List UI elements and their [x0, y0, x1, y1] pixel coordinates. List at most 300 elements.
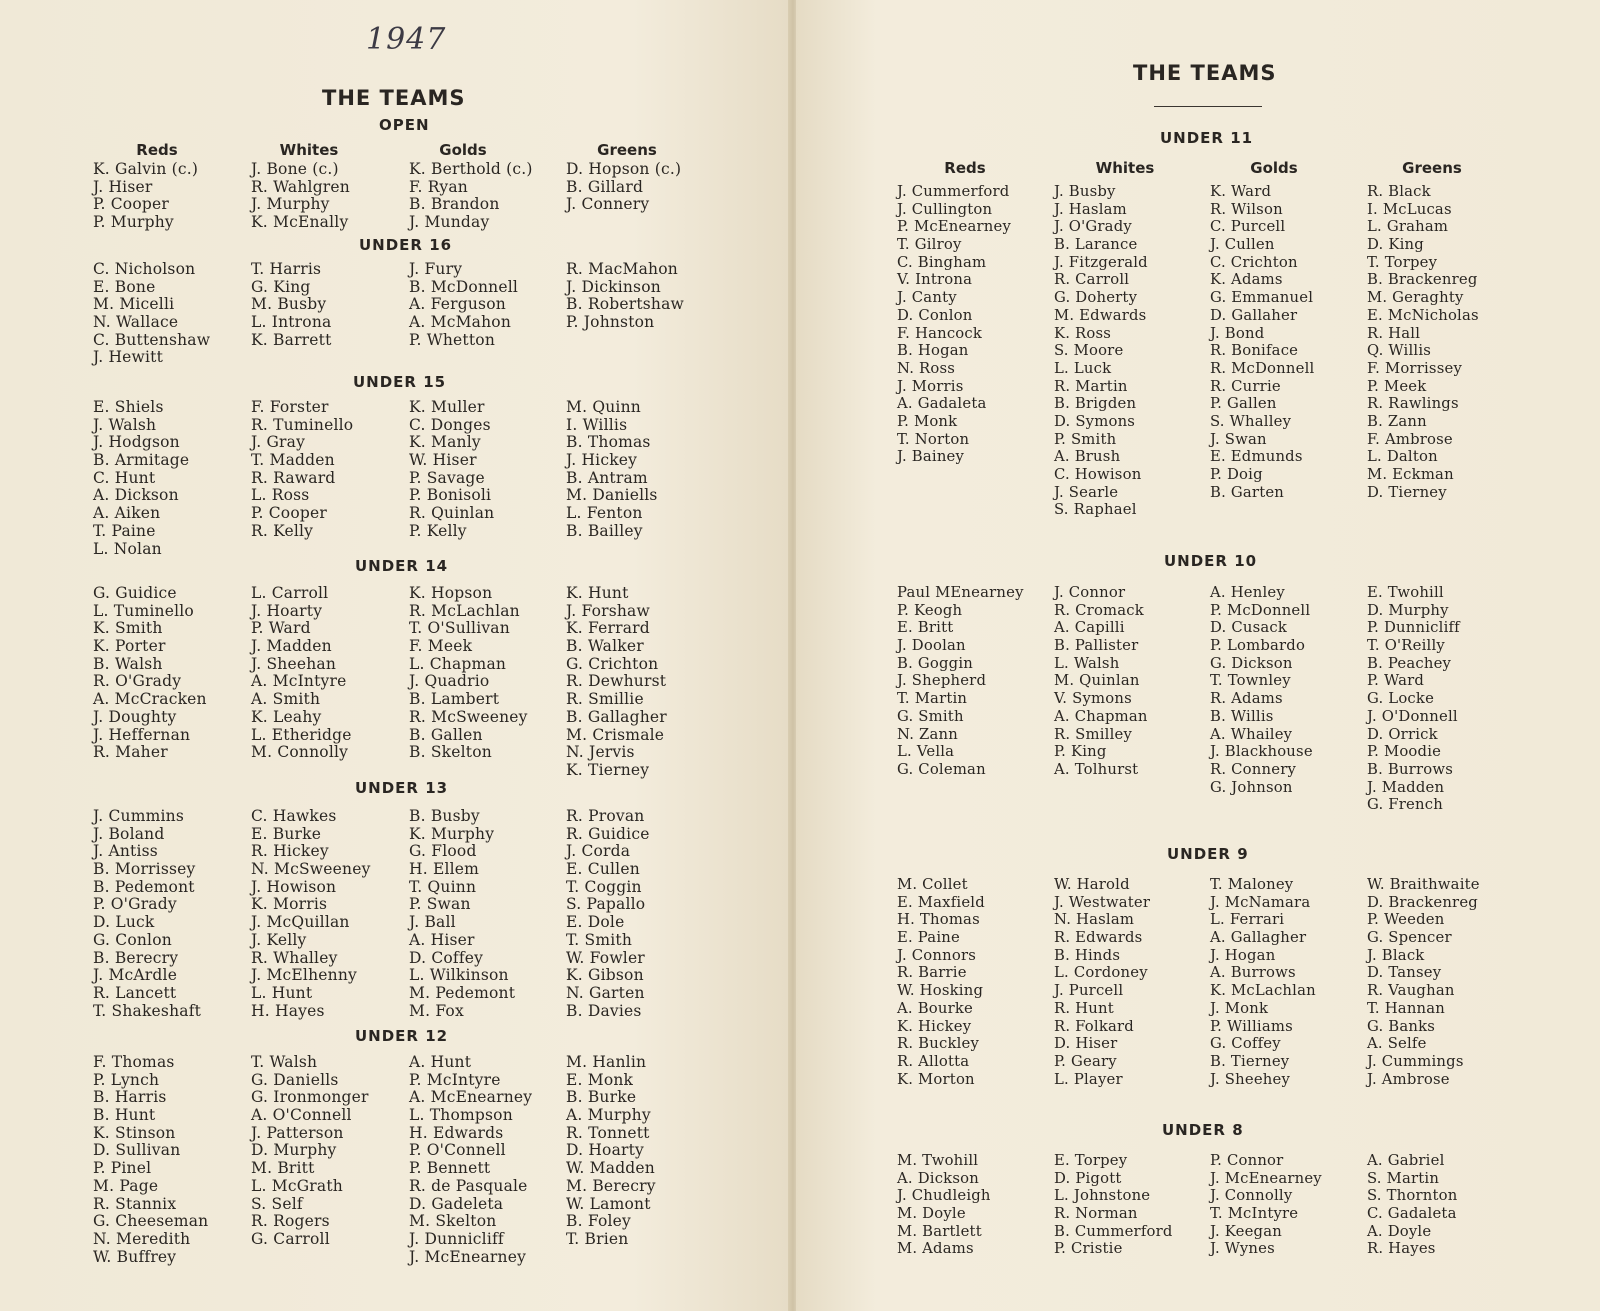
player-name: B. Gallen [409, 725, 483, 744]
player-name: K. Smith [93, 619, 163, 638]
column-header: Reds [944, 159, 986, 177]
team-roster [1367, 876, 1480, 1088]
player-name: J. Doughty [93, 707, 177, 726]
player-name: G. Johnson [1210, 778, 1293, 796]
team-roster [897, 183, 1011, 466]
player-name: G. French [1367, 796, 1443, 814]
player-name: A. McEnearney [409, 1088, 533, 1107]
player-name: A. Hiser [409, 930, 475, 949]
player-name: E. Paine [897, 929, 960, 947]
player-name: J. Madden [1367, 778, 1445, 796]
player-name: J. Cullington [897, 200, 993, 218]
team-roster [93, 1054, 208, 1266]
player-name: P. Cristie [1054, 1240, 1123, 1258]
player-name: E. Shiels [93, 398, 164, 416]
player-name: J. Connery [566, 195, 650, 214]
player-name: R. Maher [93, 743, 168, 762]
player-name: J. Ambrose [1367, 1070, 1450, 1088]
player-name: L. Fenton [566, 504, 643, 523]
player-name: J. Forshaw [566, 601, 650, 620]
player-name: H. Ellem [409, 860, 480, 879]
player-name: P. Monk [897, 412, 958, 430]
player-name: L. Luck [1054, 359, 1112, 377]
player-name: P. Lynch [93, 1070, 160, 1089]
player-name: E. McNicholas [1367, 306, 1479, 324]
player-name: P. Pinel [93, 1159, 152, 1178]
column-header: Greens [1402, 159, 1462, 177]
player-name: J. Chudleigh [897, 1187, 991, 1205]
player-name: A. Selfe [1367, 1035, 1427, 1053]
player-name: M. Pedemont [409, 983, 516, 1002]
player-name: A. Burrows [1210, 964, 1296, 982]
player-name: B. Pedemont [93, 877, 195, 896]
player-name: J. Walsh [93, 415, 157, 434]
player-name: E. Twohill [1367, 584, 1444, 601]
player-name: A. O'Connell [251, 1106, 352, 1125]
player-name: J. Murphy [251, 195, 330, 214]
player-name: J. Haslam [1054, 200, 1127, 218]
player-name: J. Fitzgerald [1054, 253, 1148, 271]
player-name: M. Connolly [251, 743, 349, 762]
team-roster [1054, 183, 1148, 519]
player-name: P. Williams [1210, 1017, 1293, 1035]
player-name: R. Buckley [897, 1035, 980, 1053]
team-roster [409, 585, 528, 762]
player-name: L. Cordoney [1054, 964, 1148, 982]
player-name: B. Garten [1210, 483, 1285, 501]
player-name: Q. Willis [1367, 342, 1432, 360]
team-roster [251, 161, 350, 232]
player-name: J. McEnearney [1210, 1169, 1322, 1187]
player-name: L. Tuminello [93, 601, 194, 620]
player-name: K. Tierney [566, 760, 650, 779]
player-name: L. Thompson [409, 1106, 513, 1125]
player-name: C. Hawkes [251, 807, 337, 825]
player-name: P. King [1054, 743, 1107, 761]
player-name: F. Thomas [93, 1053, 175, 1071]
player-name: L. Graham [1367, 218, 1449, 236]
player-name: J. Black [1367, 946, 1425, 964]
player-name: L. Vella [897, 743, 955, 761]
player-name: R. Quinlan [409, 504, 495, 523]
player-name: M. Berecry [566, 1176, 656, 1195]
player-name: M. Micelli [93, 295, 175, 314]
player-name: C. Buttenshaw [93, 330, 211, 349]
player-name: R. Rogers [251, 1212, 330, 1231]
player-name: K. McEnally [251, 213, 349, 232]
player-name: B. Berecry [93, 948, 179, 967]
player-name: C. Crichton [1210, 253, 1298, 271]
player-name: J. Connor [1054, 584, 1126, 601]
player-name: P. Bennett [409, 1159, 491, 1178]
player-name: M. Busby [251, 295, 327, 314]
right-page-title: THE TEAMS [1133, 61, 1277, 85]
player-name: B. Bailley [566, 521, 643, 540]
player-name: J. Busby [1054, 183, 1116, 200]
player-name: W. Hiser [409, 451, 477, 470]
player-name: K. Leahy [251, 707, 322, 726]
team-roster [93, 261, 210, 367]
player-name: M. Edwards [1054, 306, 1147, 324]
player-name: J. Dunnicliff [409, 1229, 504, 1248]
player-name: V. Introna [897, 271, 973, 289]
player-name: B. Busby [409, 807, 480, 825]
player-name: E. Bone [93, 277, 156, 296]
player-name: C. Nicholson [93, 260, 196, 278]
section-title: UNDER 16 [359, 236, 453, 254]
team-roster [1367, 1152, 1458, 1258]
team-roster [251, 808, 371, 1020]
player-name: R. Hall [1367, 324, 1421, 342]
player-name: N. Haslam [1054, 911, 1135, 929]
player-name: T. Torpey [1367, 253, 1438, 271]
player-name: M. Skelton [409, 1212, 497, 1231]
player-name: D. Hoarty [566, 1141, 645, 1160]
team-roster [1210, 183, 1314, 501]
player-name: M. Quinlan [1054, 672, 1140, 690]
player-name: M. Twohill [897, 1152, 979, 1169]
player-name: B. Robertshaw [566, 295, 685, 314]
player-name: J. Hiser [93, 177, 153, 196]
player-name: D. Luck [93, 913, 155, 932]
player-name: R. MacMahon [566, 260, 678, 278]
player-name: T. Shakeshaft [93, 1001, 202, 1020]
player-name: A. Henley [1210, 584, 1285, 601]
column-header: Golds [1250, 159, 1298, 177]
team-roster [1367, 183, 1479, 501]
player-name: T. O'Sullivan [409, 619, 510, 638]
player-name: S. Raphael [1054, 501, 1137, 519]
player-name: A. Smith [251, 690, 321, 709]
player-name: N. Wallace [93, 313, 179, 332]
player-name: J. McQuillan [251, 913, 350, 932]
player-name: G. King [251, 277, 311, 296]
player-name: G. Carroll [251, 1229, 330, 1248]
player-name: C. Howison [1054, 466, 1142, 483]
player-name: T. Coggin [566, 877, 642, 896]
player-name: F. Ambrose [1367, 430, 1453, 448]
player-name: R. Tonnett [566, 1123, 650, 1142]
player-name: P. Ward [1367, 672, 1425, 690]
player-name: F. Forster [251, 398, 329, 416]
player-name: R. O'Grady [93, 672, 182, 691]
player-name: I. McLucas [1367, 200, 1452, 218]
player-name: B. Foley [566, 1212, 631, 1231]
player-name: B. McDonnell [409, 277, 519, 296]
player-name: J. Morris [897, 377, 964, 395]
player-name: E. Britt [897, 619, 954, 637]
player-name: K. Galvin (c.) [93, 160, 199, 178]
player-name: S. Martin [1367, 1169, 1440, 1187]
player-name: M. Crismale [566, 725, 665, 744]
player-name: E. Monk [566, 1070, 634, 1089]
player-name: R. Wilson [1210, 200, 1283, 218]
player-name: W. Harold [1054, 876, 1130, 893]
player-name: C. Bingham [897, 253, 987, 271]
player-name: R. Provan [566, 807, 645, 825]
player-name: J. Blackhouse [1210, 743, 1313, 761]
handwritten-year: 1947 [366, 22, 447, 57]
team-roster [1210, 1152, 1322, 1258]
team-roster [93, 399, 189, 558]
player-name: K. Murphy [409, 824, 495, 843]
team-roster [409, 399, 494, 541]
player-name: B. Walsh [93, 654, 163, 673]
player-name: P. McIntyre [409, 1070, 501, 1089]
player-name: K. Ross [1054, 324, 1112, 342]
player-name: K. Muller [409, 398, 485, 416]
team-roster [409, 1054, 532, 1266]
player-name: S. Moore [1054, 342, 1124, 360]
player-name: K. Berthold (c.) [409, 160, 533, 178]
team-roster [251, 1054, 369, 1249]
player-name: L. Ferrari [1210, 911, 1285, 929]
player-name: K. Morris [251, 895, 328, 914]
player-name: G. Cheeseman [93, 1212, 209, 1231]
player-name: D. King [1367, 236, 1424, 254]
player-name: T. McIntyre [1210, 1205, 1299, 1223]
player-name: R. Guidice [566, 824, 650, 843]
player-name: N. Meredith [93, 1229, 191, 1248]
player-name: B. Peachey [1367, 654, 1452, 672]
player-name: B. Gillard [566, 177, 644, 196]
player-name: K. Stinson [93, 1123, 176, 1142]
player-name: J. Monk [1210, 999, 1269, 1017]
player-name: N. Zann [897, 725, 958, 743]
player-name: B. Skelton [409, 743, 492, 762]
player-name: L. Johnstone [1054, 1187, 1151, 1205]
player-name: K. Morton [897, 1070, 975, 1088]
player-name: K. Hunt [566, 584, 629, 602]
player-name: B. Morrissey [93, 860, 196, 879]
player-name: R. Whalley [251, 948, 338, 967]
player-name: K. Ward [1210, 183, 1272, 200]
team-roster [409, 261, 518, 349]
player-name: S. Thornton [1367, 1187, 1458, 1205]
player-name: P. Savage [409, 468, 485, 487]
player-name: G. Daniells [251, 1070, 339, 1089]
team-roster [93, 585, 207, 762]
player-name: V. Symons [1054, 690, 1132, 708]
player-name: D. Tansey [1367, 964, 1442, 982]
section-title: UNDER 12 [355, 1027, 449, 1045]
player-name: J. Gray [251, 433, 306, 452]
player-name: R. McDonnell [1210, 359, 1315, 377]
player-name: R. Rawlings [1367, 395, 1459, 413]
player-name: T. Martin [897, 690, 968, 708]
player-name: P. Kelly [409, 521, 467, 540]
player-name: B. Harris [93, 1088, 167, 1107]
player-name: E. Dole [566, 913, 625, 932]
player-name: J. McEnearney [409, 1247, 527, 1266]
player-name: B. Goggin [897, 654, 974, 672]
player-name: Paul MEnearney [897, 584, 1024, 601]
player-name: P. Gallen [1210, 395, 1277, 413]
player-name: M. Page [93, 1176, 159, 1195]
player-name: J. Connors [897, 946, 977, 964]
player-name: G. Conlon [93, 930, 172, 949]
player-name: M. Bartlett [897, 1222, 982, 1240]
player-name: B. Tierney [1210, 1052, 1290, 1070]
section-title: OPEN [379, 116, 430, 134]
player-name: P. Moodie [1367, 743, 1442, 761]
player-name: F. Morrissey [1367, 359, 1463, 377]
player-name: B. Davies [566, 1001, 642, 1020]
player-name: K. Hopson [409, 584, 493, 602]
player-name: A. Doyle [1367, 1222, 1432, 1240]
player-name: A. Ferguson [409, 295, 506, 314]
player-name: R. Smillie [566, 690, 644, 709]
player-name: K. Adams [1210, 271, 1283, 289]
player-name: R. Adams [1210, 690, 1283, 708]
player-name: L. Etheridge [251, 725, 352, 744]
team-roster [1367, 584, 1460, 814]
player-name: D. Pigott [1054, 1169, 1122, 1187]
team-roster [93, 808, 201, 1020]
player-name: P. McDonnell [1210, 601, 1311, 619]
team-roster [897, 584, 1024, 779]
player-name: W. Fowler [566, 948, 645, 967]
player-name: P. McEnearney [897, 218, 1012, 236]
team-roster [1210, 584, 1313, 796]
player-name: B. Lambert [409, 690, 500, 709]
player-name: N. McSweeney [251, 860, 371, 879]
player-name: J. Bond [1210, 324, 1265, 342]
player-name: R. Wahlgren [251, 177, 350, 196]
team-roster [93, 161, 198, 232]
section-title: UNDER 9 [1167, 845, 1249, 863]
player-name: M. Collet [897, 876, 968, 893]
team-roster [566, 161, 681, 214]
player-name: K. Hickey [897, 1017, 972, 1035]
player-name: L. Ross [251, 486, 310, 505]
player-name: R. Hayes [1367, 1240, 1436, 1258]
player-name: M. Doyle [897, 1205, 966, 1223]
player-name: T. Gilroy [897, 236, 962, 254]
player-name: P. Weeden [1367, 911, 1445, 929]
player-name: B. Armitage [93, 451, 190, 470]
right-page [796, 0, 1600, 1311]
player-name: L. Nolan [93, 539, 162, 558]
player-name: J. McNamara [1210, 893, 1311, 911]
player-name: T. Townley [1210, 672, 1291, 690]
player-name: J. Munday [409, 213, 490, 232]
player-name: A. Dickson [93, 486, 179, 505]
player-name: R. Boniface [1210, 342, 1299, 360]
player-name: A. Chapman [1054, 707, 1148, 725]
player-name: R. Cromack [1054, 601, 1144, 619]
player-name: P. Smith [1054, 430, 1117, 448]
player-name: D. Tierney [1367, 483, 1447, 501]
player-name: C. Donges [409, 415, 491, 434]
player-name: B. Larance [1054, 236, 1138, 254]
player-name: J. O'Donnell [1367, 707, 1458, 725]
player-name: J. Hoarty [251, 601, 323, 620]
player-name: A. Bourke [897, 999, 974, 1017]
player-name: I. Willis [566, 415, 628, 434]
player-name: C. Purcell [1210, 218, 1286, 236]
team-roster [897, 1152, 991, 1258]
player-name: E. Maxfield [897, 893, 985, 911]
player-name: J. Fury [409, 260, 463, 278]
player-name: W. Buffrey [93, 1247, 177, 1266]
player-name: T. Quinn [409, 877, 477, 896]
player-name: L. Dalton [1367, 448, 1438, 466]
player-name: P. Connor [1210, 1152, 1284, 1169]
player-name: A. Whailey [1210, 725, 1293, 743]
player-name: D. Gallaher [1210, 306, 1298, 324]
player-name: K. Barrett [251, 330, 332, 349]
team-roster [251, 261, 332, 349]
player-name: D. Symons [1054, 412, 1136, 430]
player-name: J. Searle [1054, 483, 1119, 501]
player-name: B. Walker [566, 637, 644, 656]
player-name: B. Antram [566, 468, 648, 487]
player-name: R. de Pasquale [409, 1176, 528, 1195]
column-header: Reds [136, 141, 178, 159]
player-name: R. Raward [251, 468, 336, 487]
player-name: P. Johnston [566, 313, 655, 332]
player-name: T. Hannan [1367, 999, 1446, 1017]
player-name: G. Guidice [93, 584, 177, 602]
player-name: D. Hiser [1054, 1035, 1118, 1053]
section-title: UNDER 11 [1160, 129, 1254, 147]
player-name: E. Cullen [566, 860, 640, 879]
player-name: L. Introna [251, 313, 332, 332]
player-name: J. McArdle [93, 966, 178, 985]
player-name: G. Emmanuel [1210, 289, 1314, 307]
player-name: B. Brackenreg [1367, 271, 1478, 289]
player-name: W. Braithwaite [1367, 876, 1480, 893]
player-name: R. Allotta [897, 1052, 970, 1070]
player-name: K. Porter [93, 637, 166, 656]
team-roster [1210, 876, 1316, 1088]
player-name: S. Papallo [566, 895, 646, 914]
section-title: UNDER 10 [1164, 552, 1258, 570]
player-name: J. Westwater [1054, 893, 1151, 911]
team-roster [566, 1054, 656, 1249]
column-header: Greens [597, 141, 657, 159]
player-name: J. Dickinson [566, 277, 661, 296]
player-name: R. Lancett [93, 983, 177, 1002]
player-name: J. Ball [409, 913, 456, 932]
player-name: L. Wilkinson [409, 966, 509, 985]
player-name: R. Norman [1054, 1205, 1138, 1223]
player-name: R. Currie [1210, 377, 1281, 395]
player-name: G. Ironmonger [251, 1088, 369, 1107]
player-name: G. Spencer [1367, 929, 1452, 947]
player-name: R. Vaughan [1367, 982, 1455, 1000]
team-roster [409, 808, 515, 1020]
player-name: R. Martin [1054, 377, 1128, 395]
player-name: J. O'Grady [1054, 218, 1132, 236]
player-name: A. Gadaleta [897, 395, 987, 413]
player-name: P. O'Grady [93, 895, 177, 914]
player-name: T. Paine [93, 521, 156, 540]
player-name: R. Barrie [897, 964, 967, 982]
player-name: N. Ross [897, 359, 956, 377]
player-name: G. Flood [409, 842, 477, 861]
player-name: J. Connolly [1210, 1187, 1293, 1205]
left-page [0, 0, 790, 1311]
player-name: C. Hunt [93, 468, 156, 487]
player-name: P. Ward [251, 619, 311, 638]
player-name: P. Keogh [897, 601, 963, 619]
player-name: P. Lombardo [1210, 637, 1306, 655]
column-header: Golds [439, 141, 487, 159]
player-name: P. Cooper [93, 195, 169, 214]
player-name: B. Hunt [93, 1106, 156, 1125]
